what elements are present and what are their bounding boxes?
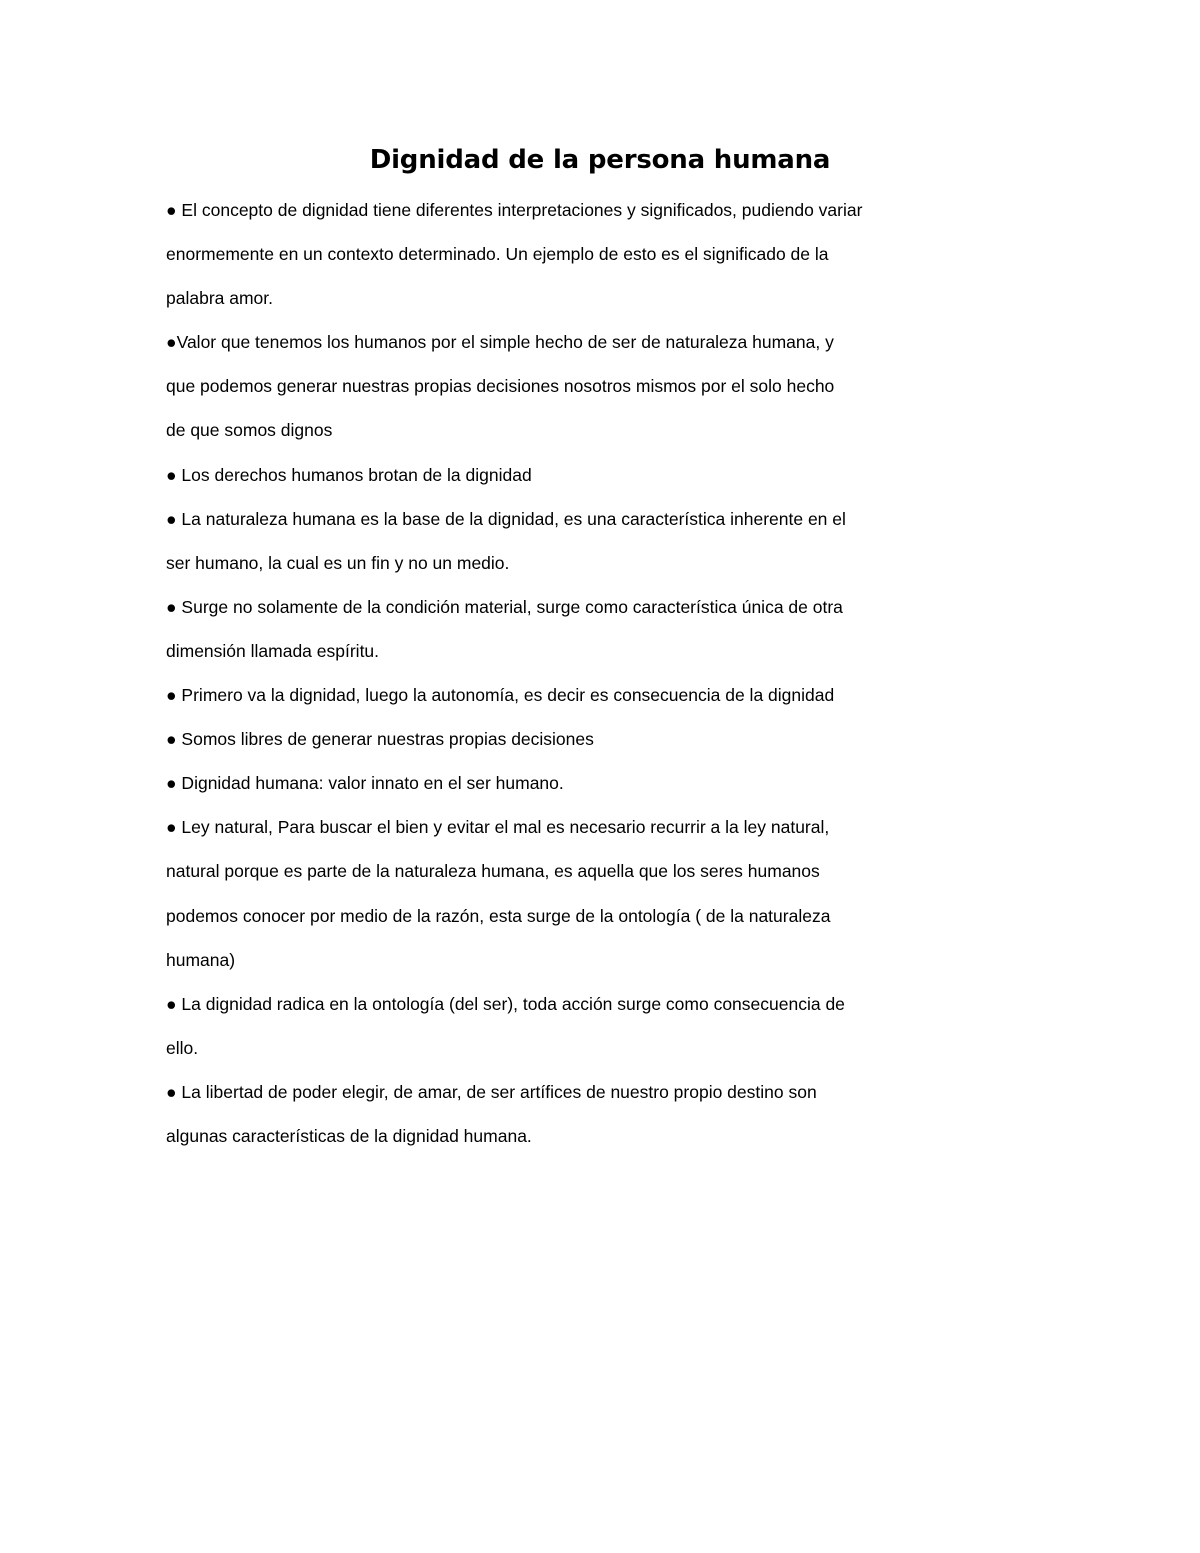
text-line: ●Valor que tenemos los humanos por el simple hecho de ser de naturaleza humana, y — [166, 332, 834, 353]
text-line: ● Dignidad humana: valor innato en el ser humano. — [166, 773, 564, 794]
text-line: humana) — [166, 949, 236, 970]
text-line: palabra amor. — [166, 288, 274, 309]
text-line: podemos conocer por medio de la razón, esta surge de la ontología ( de la naturaleza — [166, 905, 831, 926]
text-line: de que somos dignos — [166, 420, 333, 441]
text-line: ● La libertad de poder elegir, de amar, de ser artífices de nuestro propio destino son — [166, 1081, 817, 1102]
text-line: natural porque es parte de la naturaleza humana, es aquella que los seres humanos — [166, 861, 820, 882]
text-line: dimensión llamada espíritu. — [166, 640, 380, 661]
text-line: ello. — [166, 1037, 199, 1058]
text-line: ● Primero va la dignidad, luego la autonomía, es decir es consecuencia de la dignidad — [166, 685, 835, 706]
text-line: ● La naturaleza humana es la base de la dignidad, es una característica inherente en el — [166, 508, 846, 529]
text-line: ● El concepto de dignidad tiene diferentes interpretaciones y significados, pudiendo variar — [166, 200, 863, 220]
text-line: ● Los derechos humanos brotan de la dignidad — [166, 464, 532, 485]
text-line: algunas características de la dignidad humana. — [166, 1125, 532, 1146]
text-line: enormemente en un contexto determinado. Un ejemplo de esto es el significado de la — [166, 244, 829, 265]
text-line: que podemos generar nuestras propias decisiones nosotros mismos por el solo hecho — [166, 376, 835, 397]
text-line: ● La dignidad radica en la ontología (del ser), toda acción surge como consecuencia de — [166, 993, 845, 1014]
document-title: Dignidad de la persona humana — [369, 145, 831, 175]
text-line: ● Somos libres de generar nuestras propias decisiones — [166, 729, 594, 750]
text-line: ● Ley natural, Para buscar el bien y evitar el mal es necesario recurrir a la ley natural, — [166, 817, 830, 838]
text-line: ● Surge no solamente de la condición material, surge como característica única de otra — [166, 596, 843, 617]
document-body — [166, 188, 986, 1158]
text-line: ser humano, la cual es un fin y no un medio. — [166, 552, 510, 573]
